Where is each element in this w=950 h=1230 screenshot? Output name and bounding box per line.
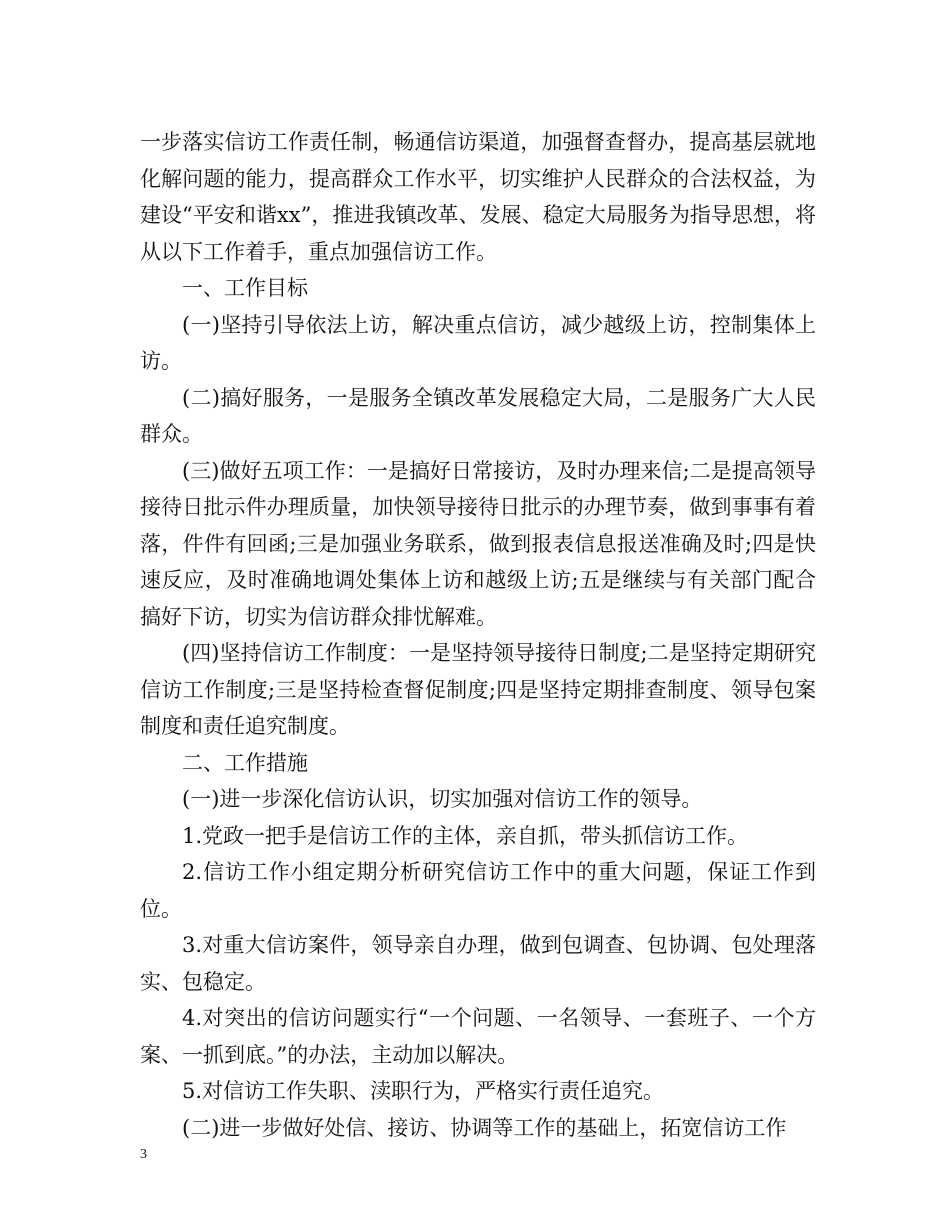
document-body [140,124,816,1146]
section-heading-goals: 一、工作目标 [182,276,308,300]
list-item-2: 2.信访工作小组定期分析研究信访工作中的重大问题，保证工作到位。 [140,860,816,921]
list-item-3: 3.对重大信访案件，领导亲自办理，做到包调查、包协调、包处理落实、包稳定。 [140,933,816,994]
section-heading-measures: 二、工作措施 [182,750,308,775]
paragraph-goal-2: (二)搞好服务，一是服务全镇改革发展稳定大局，二是服务广大人民群众。 [140,385,816,446]
paragraph-goal-1: (一)坚持引导依法上访，解决重点信访，减少越级上访，控制集体上访。 [140,312,816,373]
list-item-4: 4.对突出的信访问题实行“一个问题、一名领导、一套班子、一个方案、一抓到底。”的办法，主动加以解决。 [140,1006,816,1067]
paragraph-measure-2: (二)进一步做好处信、接访、协调等工作的基础上，拓宽信访工作 [182,1115,787,1140]
list-item-5: 5.对信访工作失职、渎职行为，严格实行责任追究。 [182,1079,665,1103]
paragraph-measure-1: (一)进一步深化信访认识，切实加强对信访工作的领导。 [182,787,703,811]
paragraph-goal-3: (三)做好五项工作：一是搞好日常接访，及时办理来信;二是提高领导接待日批示件办理质量，加快领导接待日批示的办理节奏，做到事事有着落，件件有回函;三是加强业务联系，做到报表信息报送准确及时;四是快速反应，及时准确地调处集体上访和越级上访;五是继续与有关部门配合搞好下访，切实为信访群众排忧解难。 [140,458,816,629]
paragraph-1: 一步落实信访工作责任制，畅通信访渠道，加强督查督办，提高基层就地化解问题的能力，提高群众工作水平，切实维护人民群众的合法权益，为建设“平安和谐xx”，推进我镇改革、发展、稳定大局服务为指导思想，将从以下工作着手，重点加强信访工作。 [140,130,816,264]
list-item-1: 1.党政一把手是信访工作的主体，亲自抓，带头抓信访工作。 [182,823,749,848]
paragraph-goal-4: (四)坚持信访工作制度：一是坚持领导接待日制度;二是坚持定期研究信访工作制度;三是坚持检查督促制度;四是坚持定期排查制度、领导包案制度和责任追究制度。 [140,641,816,738]
page-number: 3 [140,1147,147,1162]
